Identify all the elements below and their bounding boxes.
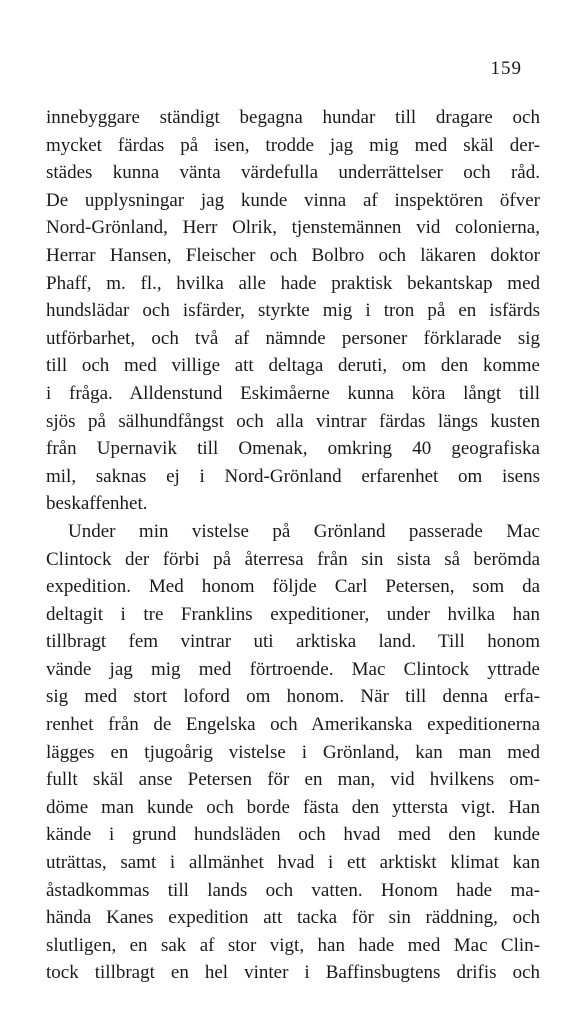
text-line: vände jag mig med förtroende. Mac Clintock yttrade: [46, 658, 540, 680]
text-line: i fråga. Alldenstund Eskimåerne kunna köra långt till: [46, 382, 540, 404]
body-text: [46, 104, 540, 987]
text-line: Phaff, m. fl., hvilka alle hade praktisk bekantskap med: [46, 272, 540, 294]
text-line: fullt skäl anse Petersen för en man, vid hvilkens om-: [46, 769, 540, 791]
text-line: uträttas, samt i allmänhet hvad i ett arktiskt klimat kan: [46, 852, 540, 874]
text-line: lägges en tjugoårig vistelse i Grönland, kan man med: [46, 741, 540, 763]
text-line: beskaffenhet.: [46, 493, 148, 515]
text-line: Under min vistelse på Grönland passerade Mac: [68, 520, 540, 542]
text-line: från Upernavik till Omenak, omkring 40 geografiska: [46, 438, 540, 460]
text-line: deltagit i tre Franklins expeditioner, under hvilka han: [46, 603, 540, 625]
text-line: Clintock der förbi på återresa från sin sista så berömda: [46, 548, 540, 570]
text-line: hända Kanes expedition att tacka för sin räddning, och: [46, 907, 540, 929]
text-line: utförbarhet, och två af nämnde personer förklarade sig: [46, 327, 540, 349]
text-line: mil, saknas ej i Nord-Grönland erfarenhet om isens: [46, 465, 540, 487]
text-line: åstadkommas till lands och vatten. Honom hade ma-: [46, 879, 540, 901]
text-line: till och med villige att deltaga deruti, om den komme: [46, 355, 540, 377]
text-line: tock tillbragt en hel vinter i Baffinsbugtens drifis och: [46, 962, 540, 984]
text-line: döme man kunde och borde fästa den yttersta vigt. Han: [46, 796, 540, 818]
text-line: expedition. Med honom följde Carl Petersen, som da: [46, 576, 540, 598]
text-line: sig med stort loford om honom. När till denna erfa-: [46, 686, 540, 708]
text-line: slutligen, en sak af stor vigt, han hade med Mac Clin-: [46, 934, 540, 956]
text-line: sjös på sälhundfångst och alla vintrar färdas längs kusten: [46, 410, 540, 432]
text-line: kände i grund hundsläden och hvad med den kunde: [46, 824, 540, 846]
text-line: renhet från de Engelska och Amerikanska expeditionerna: [46, 714, 540, 736]
text-line: hundslädar och isfärder, styrkte mig i tron på en isfärds: [46, 300, 540, 322]
text-line: mycket färdas på isen, trodde jag mig med skäl der-: [46, 134, 540, 156]
text-line: tillbragt fem vintrar uti arktiska land. Till honom: [46, 631, 540, 653]
text-line: innebyggare ständigt begagna hundar till dragare och: [46, 107, 540, 128]
text-line: Herrar Hansen, Fleischer och Bolbro och läkaren doktor: [46, 244, 540, 266]
page-number: 159: [490, 58, 522, 79]
text-line: De upplysningar jag kunde vinna af inspektören öfver: [46, 189, 540, 211]
text-line: städes kunna vänta värdefulla underrättelser och råd.: [46, 162, 540, 184]
text-line: Nord-Grönland, Herr Olrik, tjenstemännen vid colonierna,: [46, 217, 540, 239]
